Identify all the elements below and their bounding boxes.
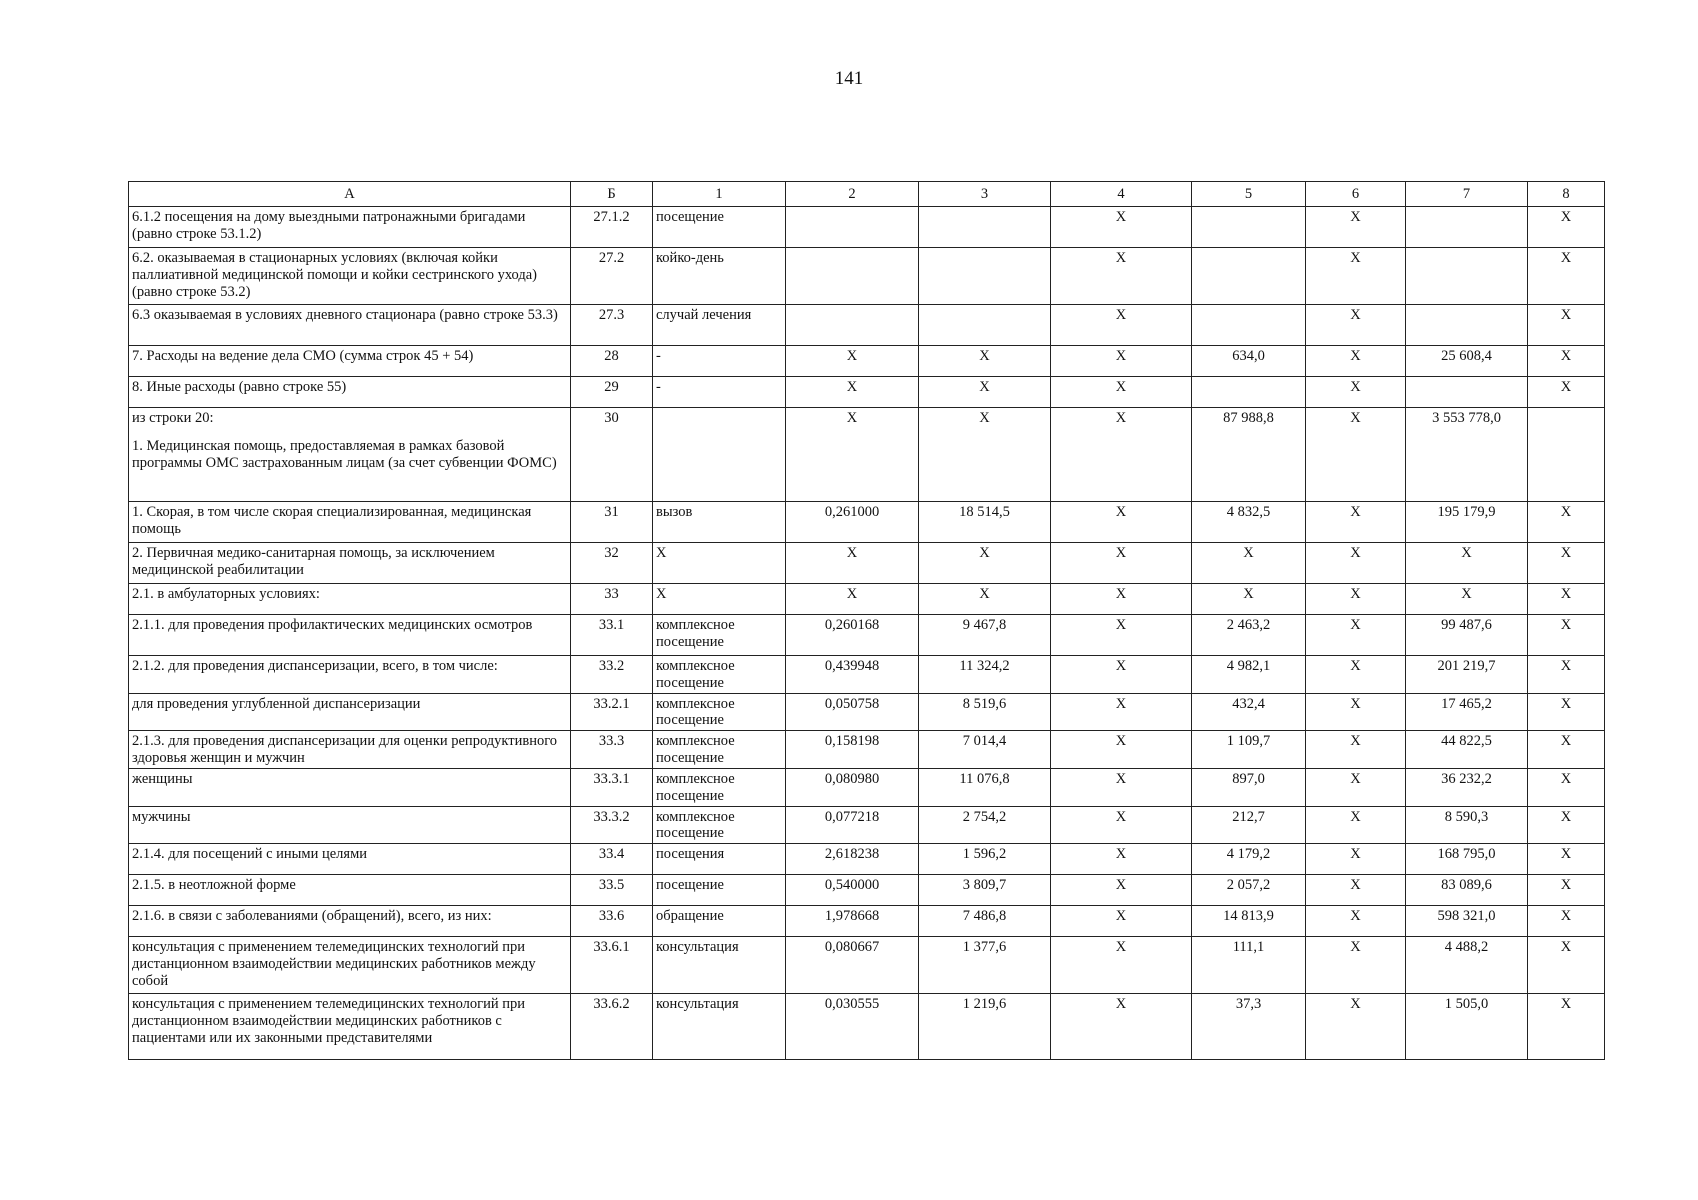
value-cell: 0,260168 — [786, 615, 919, 656]
row-code: 33.6.2 — [571, 994, 653, 1060]
value-cell: X — [1306, 693, 1406, 731]
value-cell — [786, 248, 919, 305]
row-label: 2.1.6. в связи с заболеваниями (обращений), всего, из них: — [129, 906, 571, 937]
value-cell: 0,158198 — [786, 731, 919, 769]
table-row — [129, 906, 1605, 937]
value-cell: X — [1306, 875, 1406, 906]
value-cell: 4 488,2 — [1406, 937, 1528, 994]
value-cell — [1192, 248, 1306, 305]
value-cell: X — [1528, 693, 1605, 731]
row-code: 33.2 — [571, 656, 653, 694]
value-cell: X — [1306, 305, 1406, 346]
value-cell: 1 505,0 — [1406, 994, 1528, 1060]
value-cell: X — [1051, 248, 1192, 305]
value-cell: X — [1528, 346, 1605, 377]
unit-cell: обращение — [653, 906, 786, 937]
value-cell: X — [1528, 615, 1605, 656]
value-cell: X — [919, 584, 1051, 615]
header-cell: 8 — [1528, 182, 1605, 207]
value-cell: 0,540000 — [786, 875, 919, 906]
unit-cell: X — [653, 584, 786, 615]
row-code: 32 — [571, 543, 653, 584]
table-row — [129, 693, 1605, 731]
value-cell: 18 514,5 — [919, 502, 1051, 543]
row-label: 8. Иные расходы (равно строке 55) — [129, 377, 571, 408]
value-cell: X — [1306, 937, 1406, 994]
unit-cell: посещение — [653, 875, 786, 906]
value-cell: X — [1528, 656, 1605, 694]
value-cell: X — [1528, 248, 1605, 305]
table-row — [129, 207, 1605, 248]
value-cell: X — [1306, 408, 1406, 502]
value-cell: X — [1051, 543, 1192, 584]
header-cell: 7 — [1406, 182, 1528, 207]
unit-cell: посещение — [653, 207, 786, 248]
table-row — [129, 806, 1605, 844]
table-row — [129, 844, 1605, 875]
table-row — [129, 584, 1605, 615]
table-row — [129, 875, 1605, 906]
row-label: 2.1.4. для посещений с иными целями — [129, 844, 571, 875]
row-code: 27.1.2 — [571, 207, 653, 248]
value-cell: 8 519,6 — [919, 693, 1051, 731]
value-cell: X — [1528, 937, 1605, 994]
table-row — [129, 502, 1605, 543]
value-cell: 2,618238 — [786, 844, 919, 875]
unit-cell: комплексное посещение — [653, 693, 786, 731]
row-code: 33.2.1 — [571, 693, 653, 731]
value-cell — [1192, 305, 1306, 346]
value-cell: X — [1306, 207, 1406, 248]
value-cell: X — [1306, 656, 1406, 694]
value-cell: 1 109,7 — [1192, 731, 1306, 769]
row-code: 33.4 — [571, 844, 653, 875]
row-label: 6.1.2 посещения на дому выездными патронажными бригадами (равно строке 53.1.2) — [129, 207, 571, 248]
value-cell: 2 754,2 — [919, 806, 1051, 844]
value-cell: X — [1051, 693, 1192, 731]
row-code: 27.3 — [571, 305, 653, 346]
unit-cell: комплексное посещение — [653, 615, 786, 656]
row-code: 33.5 — [571, 875, 653, 906]
table-header-row — [129, 182, 1605, 207]
value-cell: X — [1528, 731, 1605, 769]
value-cell: 897,0 — [1192, 768, 1306, 806]
value-cell: X — [786, 346, 919, 377]
unit-cell: случай лечения — [653, 305, 786, 346]
value-cell: 195 179,9 — [1406, 502, 1528, 543]
value-cell — [786, 207, 919, 248]
value-cell: X — [1051, 377, 1192, 408]
value-cell: 2 057,2 — [1192, 875, 1306, 906]
value-cell — [1406, 377, 1528, 408]
value-cell: 0,080667 — [786, 937, 919, 994]
row-label: 6.3 оказываемая в условиях дневного стационара (равно строке 53.3) — [129, 305, 571, 346]
value-cell: X — [1051, 502, 1192, 543]
value-cell: 3 809,7 — [919, 875, 1051, 906]
value-cell: X — [1528, 207, 1605, 248]
value-cell: 0,080980 — [786, 768, 919, 806]
table-row — [129, 615, 1605, 656]
value-cell: 87 988,8 — [1192, 408, 1306, 502]
row-code: 29 — [571, 377, 653, 408]
value-cell: 11 076,8 — [919, 768, 1051, 806]
value-cell: X — [1051, 937, 1192, 994]
unit-cell: посещения — [653, 844, 786, 875]
value-cell: X — [786, 377, 919, 408]
value-cell: X — [1306, 502, 1406, 543]
value-cell: 0,077218 — [786, 806, 919, 844]
value-cell: X — [1528, 844, 1605, 875]
value-cell: X — [1306, 994, 1406, 1060]
value-cell — [1406, 305, 1528, 346]
value-cell: X — [919, 543, 1051, 584]
value-cell: X — [919, 408, 1051, 502]
value-cell: 44 822,5 — [1406, 731, 1528, 769]
value-cell: 1 219,6 — [919, 994, 1051, 1060]
unit-cell: консультация — [653, 994, 786, 1060]
value-cell: X — [1192, 584, 1306, 615]
value-cell: X — [1306, 615, 1406, 656]
row-label-line: 1. Медицинская помощь, предоставляемая в рамках базовой программы ОМС застрахованным лицам (за счет субвенции ФОМС) — [132, 437, 557, 471]
value-cell: 14 813,9 — [1192, 906, 1306, 937]
value-cell — [919, 305, 1051, 346]
value-cell: 1,978668 — [786, 906, 919, 937]
table-row — [129, 656, 1605, 694]
row-code: 33.1 — [571, 615, 653, 656]
row-label: мужчины — [129, 806, 571, 844]
header-cell: 6 — [1306, 182, 1406, 207]
value-cell: X — [1306, 768, 1406, 806]
value-cell: X — [919, 346, 1051, 377]
value-cell: X — [1528, 502, 1605, 543]
header-cell: 4 — [1051, 182, 1192, 207]
value-cell: 99 487,6 — [1406, 615, 1528, 656]
row-code: 27.2 — [571, 248, 653, 305]
page-number: 141 — [834, 68, 864, 89]
row-label: 2.1.5. в неотложной форме — [129, 875, 571, 906]
value-cell: 0,261000 — [786, 502, 919, 543]
value-cell: 37,3 — [1192, 994, 1306, 1060]
value-cell — [919, 248, 1051, 305]
value-cell: X — [1306, 248, 1406, 305]
value-cell: 7 486,8 — [919, 906, 1051, 937]
value-cell — [786, 305, 919, 346]
value-cell: X — [1051, 207, 1192, 248]
value-cell: 3 553 778,0 — [1406, 408, 1528, 502]
value-cell: 7 014,4 — [919, 731, 1051, 769]
value-cell: 36 232,2 — [1406, 768, 1528, 806]
value-cell: 0,030555 — [786, 994, 919, 1060]
unit-cell: X — [653, 543, 786, 584]
value-cell: X — [1051, 408, 1192, 502]
row-code: 33.6 — [571, 906, 653, 937]
value-cell: X — [1051, 305, 1192, 346]
value-cell: X — [1051, 731, 1192, 769]
value-cell: 17 465,2 — [1406, 693, 1528, 731]
value-cell: 25 608,4 — [1406, 346, 1528, 377]
row-label: 1. Скорая, в том числе скорая специализированная, медицинская помощь — [129, 502, 571, 543]
unit-cell: - — [653, 346, 786, 377]
value-cell — [1406, 248, 1528, 305]
table-row — [129, 248, 1605, 305]
unit-cell: комплексное посещение — [653, 731, 786, 769]
table-row — [129, 408, 1605, 502]
unit-cell: комплексное посещение — [653, 768, 786, 806]
value-cell: X — [1528, 768, 1605, 806]
value-cell: 634,0 — [1192, 346, 1306, 377]
value-cell: X — [919, 377, 1051, 408]
value-cell: X — [1528, 543, 1605, 584]
row-label — [129, 408, 571, 502]
unit-cell: комплексное посещение — [653, 806, 786, 844]
value-cell: 168 795,0 — [1406, 844, 1528, 875]
value-cell: X — [1306, 543, 1406, 584]
table-row — [129, 377, 1605, 408]
unit-cell — [653, 408, 786, 502]
data-table — [128, 181, 1605, 1060]
value-cell: X — [786, 584, 919, 615]
value-cell: X — [1406, 543, 1528, 584]
value-cell: 0,050758 — [786, 693, 919, 731]
header-cell: А — [129, 182, 571, 207]
unit-cell: консультация — [653, 937, 786, 994]
value-cell: X — [1406, 584, 1528, 615]
unit-cell: вызов — [653, 502, 786, 543]
value-cell — [1192, 207, 1306, 248]
value-cell: X — [1051, 906, 1192, 937]
value-cell: 212,7 — [1192, 806, 1306, 844]
value-cell: X — [1051, 584, 1192, 615]
row-code: 33 — [571, 584, 653, 615]
value-cell: X — [786, 408, 919, 502]
value-cell: 4 832,5 — [1192, 502, 1306, 543]
row-code: 31 — [571, 502, 653, 543]
table-row — [129, 346, 1605, 377]
value-cell: X — [1051, 346, 1192, 377]
value-cell: X — [1051, 768, 1192, 806]
table-row — [129, 543, 1605, 584]
row-label: для проведения углубленной диспансеризации — [129, 693, 571, 731]
value-cell: X — [1051, 844, 1192, 875]
value-cell: X — [1051, 994, 1192, 1060]
value-cell: 11 324,2 — [919, 656, 1051, 694]
row-label: 2.1.3. для проведения диспансеризации для оценки репродуктивного здоровья женщин и мужчин — [129, 731, 571, 769]
value-cell: 201 219,7 — [1406, 656, 1528, 694]
row-code: 33.6.1 — [571, 937, 653, 994]
row-label: 6.2. оказываемая в стационарных условиях (включая койки паллиативной медицинской помощи и койки сестринского ухода) (равно строке 53.2) — [129, 248, 571, 305]
value-cell: X — [1306, 377, 1406, 408]
header-cell: 2 — [786, 182, 919, 207]
value-cell: X — [1051, 656, 1192, 694]
value-cell: 2 463,2 — [1192, 615, 1306, 656]
row-label: консультация с применением телемедицинских технологий при дистанционном взаимодействии медицинских работников с пациентами или их законными представителями — [129, 994, 571, 1060]
value-cell: X — [1051, 615, 1192, 656]
value-cell: X — [1528, 305, 1605, 346]
value-cell: 83 089,6 — [1406, 875, 1528, 906]
row-code: 30 — [571, 408, 653, 502]
value-cell — [919, 207, 1051, 248]
value-cell: 0,439948 — [786, 656, 919, 694]
row-code: 33.3 — [571, 731, 653, 769]
header-cell: 5 — [1192, 182, 1306, 207]
value-cell: X — [1528, 906, 1605, 937]
row-label: 2. Первичная медико-санитарная помощь, за исключением медицинской реабилитации — [129, 543, 571, 584]
row-label: 7. Расходы на ведение дела СМО (сумма строк 45 + 54) — [129, 346, 571, 377]
row-label: консультация с применением телемедицинских технологий при дистанционном взаимодействии медицинских работников между собой — [129, 937, 571, 994]
row-code: 33.3.1 — [571, 768, 653, 806]
value-cell: 9 467,8 — [919, 615, 1051, 656]
header-cell: 3 — [919, 182, 1051, 207]
row-label: 2.1.1. для проведения профилактических медицинских осмотров — [129, 615, 571, 656]
value-cell: X — [1306, 906, 1406, 937]
row-label: 2.1.2. для проведения диспансеризации, всего, в том числе: — [129, 656, 571, 694]
row-label-line: из строки 20: — [132, 410, 214, 426]
unit-cell: комплексное посещение — [653, 656, 786, 694]
header-cell: Б — [571, 182, 653, 207]
value-cell: X — [786, 543, 919, 584]
value-cell: X — [1306, 806, 1406, 844]
table-row — [129, 305, 1605, 346]
table-row — [129, 937, 1605, 994]
value-cell — [1192, 377, 1306, 408]
value-cell: 8 590,3 — [1406, 806, 1528, 844]
row-label: 2.1. в амбулаторных условиях: — [129, 584, 571, 615]
table-row — [129, 994, 1605, 1060]
value-cell: 111,1 — [1192, 937, 1306, 994]
value-cell: 1 377,6 — [919, 937, 1051, 994]
value-cell: X — [1192, 543, 1306, 584]
value-cell: X — [1528, 994, 1605, 1060]
value-cell: X — [1306, 584, 1406, 615]
value-cell: X — [1306, 731, 1406, 769]
unit-cell: - — [653, 377, 786, 408]
value-cell: X — [1051, 806, 1192, 844]
value-cell: X — [1528, 584, 1605, 615]
table-row — [129, 731, 1605, 769]
value-cell: X — [1051, 875, 1192, 906]
value-cell: 4 982,1 — [1192, 656, 1306, 694]
value-cell — [1406, 207, 1528, 248]
value-cell: X — [1306, 346, 1406, 377]
table-body — [129, 182, 1605, 1060]
value-cell — [1528, 408, 1605, 502]
row-label: женщины — [129, 768, 571, 806]
row-code: 33.3.2 — [571, 806, 653, 844]
value-cell: X — [1528, 806, 1605, 844]
value-cell: X — [1528, 377, 1605, 408]
header-cell: 1 — [653, 182, 786, 207]
unit-cell: койко-день — [653, 248, 786, 305]
value-cell: X — [1528, 875, 1605, 906]
row-code: 28 — [571, 346, 653, 377]
table-row — [129, 768, 1605, 806]
value-cell: 432,4 — [1192, 693, 1306, 731]
value-cell: 598 321,0 — [1406, 906, 1528, 937]
value-cell: X — [1306, 844, 1406, 875]
value-cell: 4 179,2 — [1192, 844, 1306, 875]
value-cell: 1 596,2 — [919, 844, 1051, 875]
